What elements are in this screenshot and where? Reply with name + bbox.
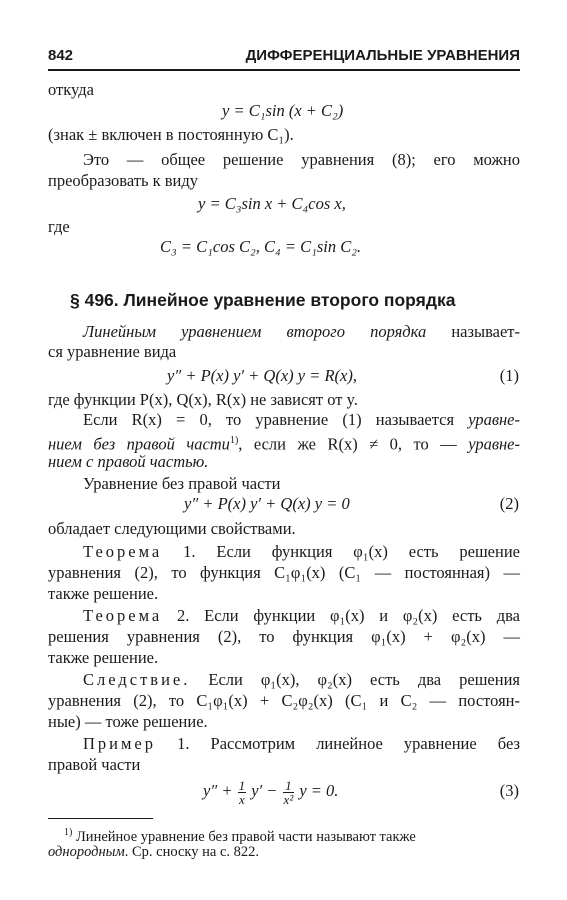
text-line: ные) — тоже решение. — [48, 712, 208, 731]
text-line: решения уравнения (2), то функция φ₁(x) + φ₂(x) — — [48, 627, 520, 646]
equation-y1: y = C₁sin (x + C₂) — [222, 101, 344, 120]
italic-term: уравне- — [468, 434, 520, 454]
text-line: где функции P(x), Q(x), R(x) не зависят от y. — [48, 390, 358, 409]
footnote-line — [48, 843, 520, 862]
equation-number: (3) — [499, 781, 519, 800]
equation-y2: y = C₃sin x + C₄cos x, — [198, 194, 346, 213]
theorem-1-line — [83, 541, 520, 563]
example-word: Пример — [83, 734, 157, 753]
text-line: обладает следующими свойствами. — [48, 519, 296, 538]
page-number: 842 — [48, 47, 74, 64]
footnote-ref[interactable]: 1) — [229, 435, 239, 446]
equation-1: y″ + P(x) y′ + Q(x) y = R(x), — [167, 366, 357, 385]
italic-term: однородным — [48, 844, 125, 860]
text-span: , если же R(x) ≠ 0, то — — [238, 434, 469, 454]
text-span: Если φ₁(x), φ₂(x) есть два решения — [190, 670, 520, 689]
section-title: § 496. Линейное уравнение второго порядка — [70, 290, 456, 310]
corollary-word: Следствие. — [83, 670, 191, 689]
corollary-line — [83, 669, 520, 691]
eq-part: y′ − — [247, 781, 282, 800]
fraction-num: 1 — [283, 779, 295, 793]
italic-term: нием без правой части — [48, 434, 230, 454]
fraction — [283, 779, 295, 806]
footnote-marker: 1) — [64, 827, 73, 838]
text-line: нием с правой частью. — [48, 452, 209, 471]
fraction-num: 1 — [238, 777, 246, 793]
text-span: . Ср. сноску на с. 822. — [124, 844, 260, 860]
text-line: уравнения (2), то C₁φ₁(x) + C₂φ₂(x) (C₁ и C₂ — постоян- — [48, 691, 520, 710]
equation-3 — [203, 776, 338, 806]
text-line: где — [48, 217, 70, 236]
text-span: Если R(x) = 0, то уравнение (1) называется — [83, 410, 469, 429]
text-line: уравнения (2), то функция C₁φ₁(x) (C₁ — постоянная) — — [48, 563, 520, 582]
italic-term: уравне- — [468, 410, 520, 429]
eq-part: y = 0. — [295, 781, 339, 800]
text-line: Это — общее решение уравнения (8); его можно — [83, 150, 520, 169]
text-line — [83, 409, 520, 431]
text-line: преобразовать к виду — [48, 171, 199, 190]
equation-2: y″ + P(x) y′ + Q(x) y = 0 — [184, 494, 350, 513]
equation-number: (1) — [499, 366, 519, 385]
footnote-rule — [48, 818, 153, 819]
text-span: 1. Рассмотрим линейное уравнение без — [156, 734, 520, 753]
fraction-den: x — [238, 791, 245, 807]
text-line: Уравнение без правой части — [83, 474, 281, 493]
eq-part: y″ + — [203, 781, 237, 800]
equation-number: (2) — [499, 494, 519, 513]
text-span: 2. Если функции φ₁(x) и φ₂(x) есть два — [162, 606, 520, 625]
text-line: также решение. — [48, 648, 159, 667]
example-line — [83, 733, 520, 755]
text-span: 1. Если функция φ₁(x) есть решение — [162, 542, 520, 561]
fraction — [238, 779, 247, 806]
equation-constants: C₃ = C₁cos C₂, C₄ = C₁sin C₂. — [160, 237, 362, 256]
theorem-word: Теорема — [83, 542, 163, 561]
theorem-word: Теорема — [83, 606, 163, 625]
text-line: (знак ± включен в постоянную C₁). — [48, 125, 294, 144]
running-title: ДИФФЕРЕНЦИАЛЬНЫЕ УРАВНЕНИЯ — [245, 47, 520, 64]
text-span: называет- — [426, 322, 520, 341]
theorem-2-line — [83, 605, 520, 627]
fraction-den: x² — [283, 791, 294, 807]
text-span: Линейное уравнение без правой части называют также — [72, 828, 416, 845]
text-line: ся уравнение вида — [48, 342, 177, 361]
definition-term: Линейным уравнением второго порядка — [83, 322, 427, 341]
definition-line — [83, 321, 520, 343]
text-line: также решение. — [48, 584, 159, 603]
text-line: правой части — [48, 755, 141, 774]
text-line: откуда — [48, 80, 94, 99]
header-rule — [48, 69, 520, 71]
